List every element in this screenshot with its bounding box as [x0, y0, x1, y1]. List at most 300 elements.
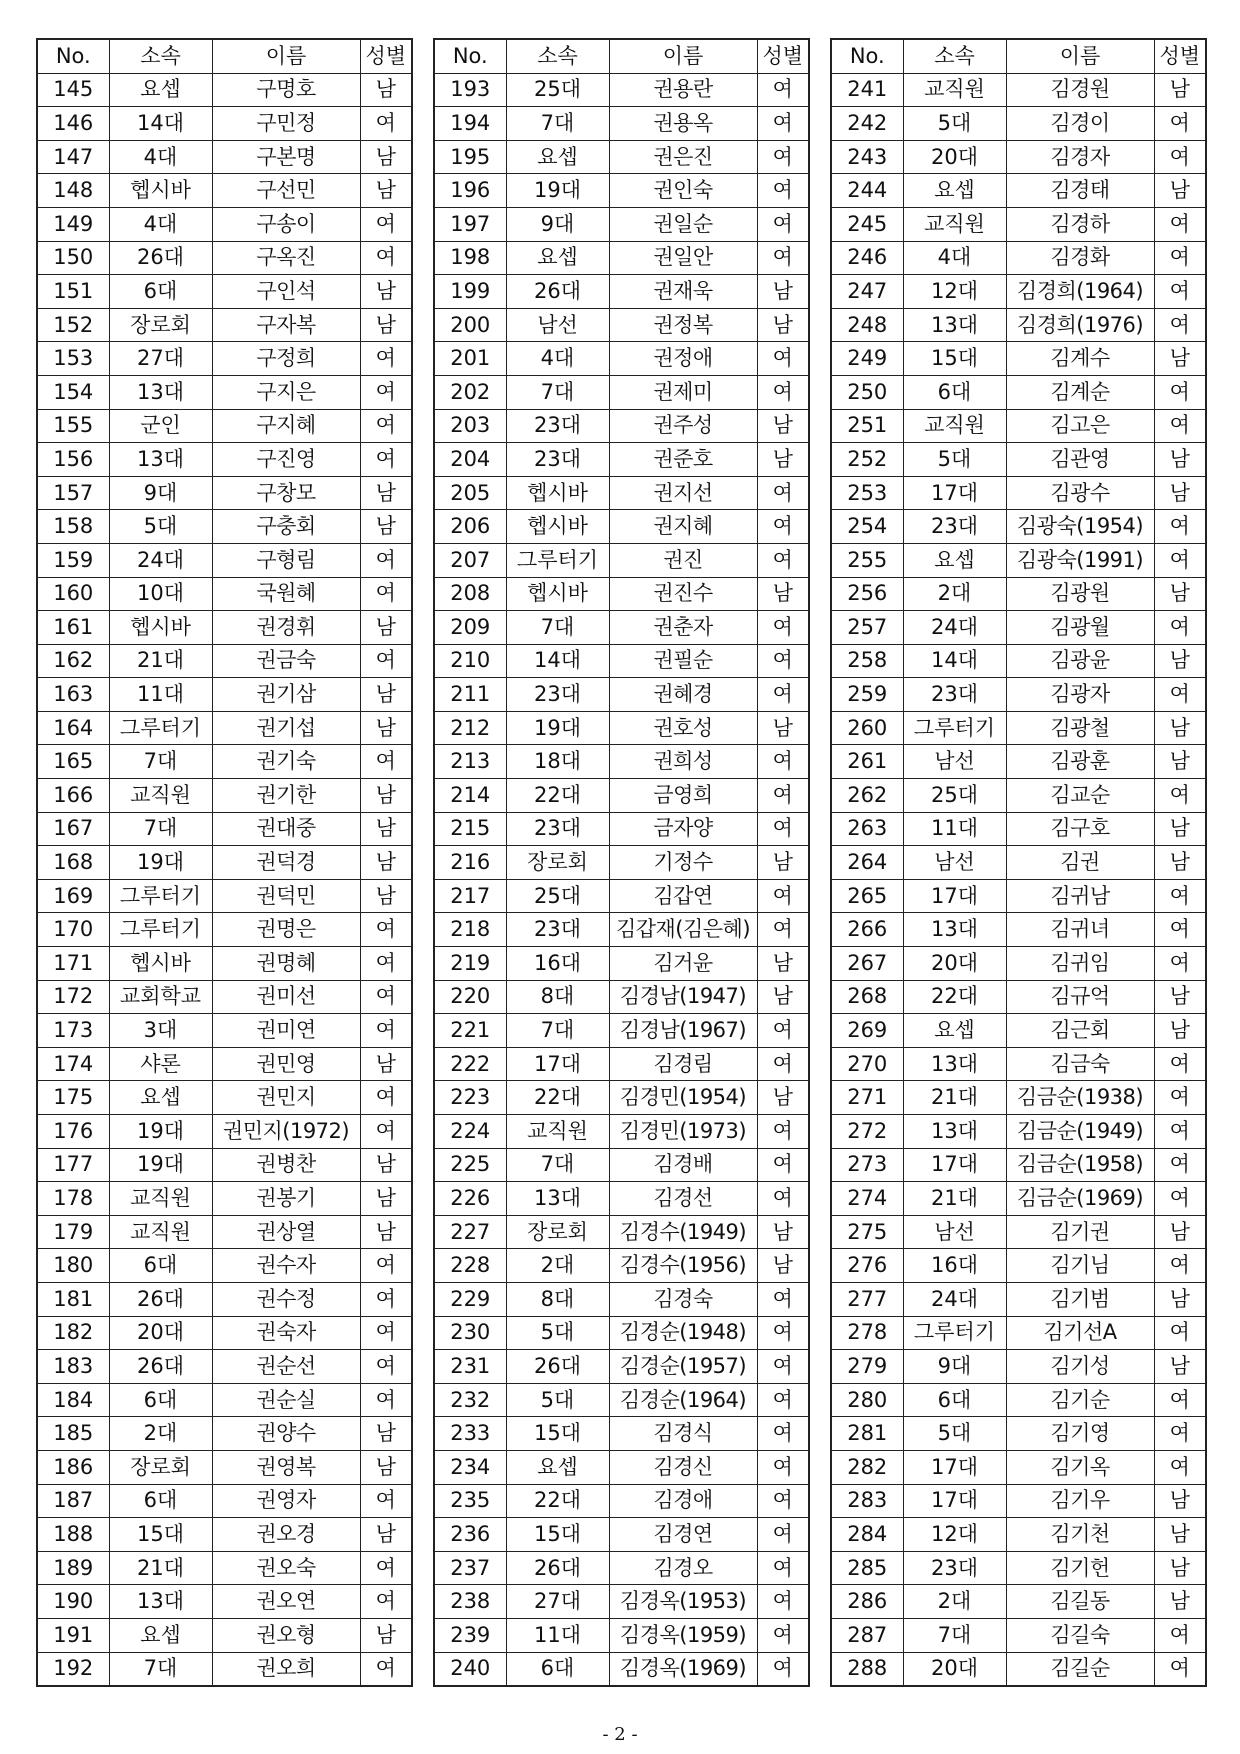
- cell-no: 239: [434, 1618, 506, 1652]
- table-row: [434, 1282, 809, 1316]
- table-row: [434, 1551, 809, 1585]
- cell-gender: 여: [360, 543, 412, 577]
- table-row: [831, 308, 1206, 342]
- cell-no: 238: [434, 1585, 506, 1619]
- table-row: [831, 241, 1206, 275]
- cell-gender: 여: [1154, 678, 1206, 712]
- cell-gender: 남: [360, 73, 412, 107]
- cell-no: 197: [434, 207, 506, 241]
- cell-gender: 여: [757, 779, 809, 813]
- cell-affiliation: 6대: [109, 275, 212, 309]
- cell-gender: 여: [757, 1182, 809, 1216]
- cell-no: 187: [37, 1484, 109, 1518]
- cell-no: 157: [37, 476, 109, 510]
- cell-name: 금자양: [609, 812, 757, 846]
- cell-affiliation: 12대: [903, 275, 1006, 309]
- cell-gender: 여: [757, 611, 809, 645]
- cell-affiliation: 남선: [506, 308, 609, 342]
- table-body: [37, 73, 412, 1686]
- cell-gender: 여: [757, 1282, 809, 1316]
- cell-no: 180: [37, 1249, 109, 1283]
- cell-affiliation: 그루터기: [903, 1316, 1006, 1350]
- cell-no: 192: [37, 1652, 109, 1686]
- cell-name: 권기삼: [212, 678, 360, 712]
- cell-name: 김갑연: [609, 879, 757, 913]
- table-row: [831, 1618, 1206, 1652]
- cell-gender: 여: [1154, 1417, 1206, 1451]
- table-row: [434, 1618, 809, 1652]
- cell-gender: 남: [757, 308, 809, 342]
- table-row: [831, 207, 1206, 241]
- cell-name: 권민지: [212, 1081, 360, 1115]
- cell-no: 195: [434, 140, 506, 174]
- cell-gender: 여: [757, 1148, 809, 1182]
- cell-no: 271: [831, 1081, 903, 1115]
- cell-no: 247: [831, 275, 903, 309]
- header-gender: 성별: [360, 39, 412, 73]
- cell-no: 277: [831, 1282, 903, 1316]
- cell-name: 김기옥: [1006, 1450, 1154, 1484]
- cell-name: 권민영: [212, 1047, 360, 1081]
- cell-name: 구형림: [212, 543, 360, 577]
- cell-affiliation: 11대: [903, 812, 1006, 846]
- cell-name: 권필순: [609, 644, 757, 678]
- cell-affiliation: 요셉: [109, 73, 212, 107]
- cell-gender: 남: [1154, 1585, 1206, 1619]
- cell-name: 김귀임: [1006, 947, 1154, 981]
- cell-name: 김근회: [1006, 1014, 1154, 1048]
- cell-gender: 여: [1154, 140, 1206, 174]
- cell-affiliation: 2대: [109, 1417, 212, 1451]
- cell-gender: 여: [757, 913, 809, 947]
- cell-gender: 여: [1154, 913, 1206, 947]
- table-row: [831, 1652, 1206, 1686]
- cell-name: 권주성: [609, 409, 757, 443]
- cell-gender: 여: [1154, 241, 1206, 275]
- cell-affiliation: 교직원: [109, 1215, 212, 1249]
- cell-affiliation: 15대: [506, 1518, 609, 1552]
- cell-no: 201: [434, 342, 506, 376]
- cell-no: 268: [831, 980, 903, 1014]
- table-row: [434, 678, 809, 712]
- cell-name: 김금순(1949): [1006, 1115, 1154, 1149]
- cell-name: 김광월: [1006, 611, 1154, 645]
- cell-name: 권용옥: [609, 107, 757, 141]
- cell-name: 구인석: [212, 275, 360, 309]
- cell-gender: 남: [1154, 174, 1206, 208]
- cell-affiliation: 요셉: [506, 140, 609, 174]
- table-row: [434, 1148, 809, 1182]
- cell-name: 국원혜: [212, 577, 360, 611]
- cell-gender: 여: [1154, 1383, 1206, 1417]
- cell-gender: 여: [360, 1081, 412, 1115]
- cell-gender: 여: [1154, 375, 1206, 409]
- cell-name: 김경하: [1006, 207, 1154, 241]
- table-row: [37, 1115, 412, 1149]
- cell-gender: 여: [360, 1585, 412, 1619]
- table-row: [831, 375, 1206, 409]
- cell-no: 199: [434, 275, 506, 309]
- cell-gender: 여: [757, 174, 809, 208]
- cell-gender: 여: [360, 241, 412, 275]
- cell-name: 김교순: [1006, 779, 1154, 813]
- cell-gender: 남: [1154, 980, 1206, 1014]
- cell-gender: 여: [757, 1551, 809, 1585]
- cell-gender: 남: [1154, 812, 1206, 846]
- table-row: [37, 375, 412, 409]
- cell-no: 191: [37, 1618, 109, 1652]
- table-row: [37, 174, 412, 208]
- cell-affiliation: 17대: [903, 476, 1006, 510]
- cell-affiliation: 요셉: [109, 1081, 212, 1115]
- header-gender: 성별: [1154, 39, 1206, 73]
- cell-name: 권용란: [609, 73, 757, 107]
- table-row: [831, 140, 1206, 174]
- cell-affiliation: 13대: [109, 1585, 212, 1619]
- table-body: [434, 73, 809, 1686]
- cell-affiliation: 13대: [903, 913, 1006, 947]
- table-row: [831, 1182, 1206, 1216]
- cell-no: 234: [434, 1450, 506, 1484]
- table-row: [37, 510, 412, 544]
- cell-affiliation: 18대: [506, 745, 609, 779]
- table-row: [434, 543, 809, 577]
- cell-name: 김기헌: [1006, 1551, 1154, 1585]
- cell-name: 김경연: [609, 1518, 757, 1552]
- cell-affiliation: 26대: [506, 1551, 609, 1585]
- cell-gender: 여: [757, 241, 809, 275]
- cell-name: 김광훈: [1006, 745, 1154, 779]
- table-row: [831, 577, 1206, 611]
- cell-affiliation: 11대: [109, 678, 212, 712]
- cell-no: 267: [831, 947, 903, 981]
- cell-no: 263: [831, 812, 903, 846]
- cell-no: 149: [37, 207, 109, 241]
- table-row: [831, 1585, 1206, 1619]
- cell-no: 181: [37, 1282, 109, 1316]
- cell-no: 273: [831, 1148, 903, 1182]
- cell-no: 175: [37, 1081, 109, 1115]
- cell-gender: 여: [757, 678, 809, 712]
- cell-no: 162: [37, 644, 109, 678]
- cell-no: 155: [37, 409, 109, 443]
- table-row: [831, 644, 1206, 678]
- cell-name: 김경희(1964): [1006, 275, 1154, 309]
- header-name: 이름: [1006, 39, 1154, 73]
- cell-gender: 여: [757, 1484, 809, 1518]
- cell-gender: 여: [1154, 1249, 1206, 1283]
- cell-name: 권인숙: [609, 174, 757, 208]
- cell-gender: 남: [360, 611, 412, 645]
- table-row: [831, 510, 1206, 544]
- cell-affiliation: 9대: [506, 207, 609, 241]
- table-row: [831, 980, 1206, 1014]
- cell-no: 222: [434, 1047, 506, 1081]
- cell-name: 김길숙: [1006, 1618, 1154, 1652]
- cell-affiliation: 23대: [903, 1551, 1006, 1585]
- cell-affiliation: 6대: [903, 1383, 1006, 1417]
- cell-no: 246: [831, 241, 903, 275]
- cell-no: 166: [37, 779, 109, 813]
- cell-no: 214: [434, 779, 506, 813]
- cell-affiliation: 22대: [506, 1484, 609, 1518]
- header-name: 이름: [212, 39, 360, 73]
- cell-no: 200: [434, 308, 506, 342]
- cell-affiliation: 헵시바: [506, 510, 609, 544]
- cell-affiliation: 헵시바: [109, 174, 212, 208]
- cell-gender: 남: [1154, 1282, 1206, 1316]
- table-row: [434, 812, 809, 846]
- cell-name: 구정희: [212, 342, 360, 376]
- cell-no: 245: [831, 207, 903, 241]
- cell-no: 150: [37, 241, 109, 275]
- cell-affiliation: 군인: [109, 409, 212, 443]
- table-row: [831, 879, 1206, 913]
- cell-affiliation: 10대: [109, 577, 212, 611]
- cell-gender: 남: [1154, 1518, 1206, 1552]
- cell-gender: 여: [757, 812, 809, 846]
- cell-affiliation: 12대: [903, 1518, 1006, 1552]
- cell-gender: 남: [1154, 644, 1206, 678]
- cell-gender: 여: [1154, 1115, 1206, 1149]
- cell-no: 227: [434, 1215, 506, 1249]
- cell-name: 김경수(1956): [609, 1249, 757, 1283]
- table-row: [37, 611, 412, 645]
- cell-affiliation: 14대: [506, 644, 609, 678]
- cell-no: 170: [37, 913, 109, 947]
- cell-name: 김금순(1969): [1006, 1182, 1154, 1216]
- cell-affiliation: 16대: [506, 947, 609, 981]
- cell-affiliation: 8대: [506, 980, 609, 1014]
- cell-gender: 남: [1154, 1484, 1206, 1518]
- cell-affiliation: 5대: [903, 443, 1006, 477]
- cell-affiliation: 장로회: [109, 1450, 212, 1484]
- cell-affiliation: 7대: [109, 812, 212, 846]
- cell-name: 권오희: [212, 1652, 360, 1686]
- cell-name: 김경숙: [609, 1282, 757, 1316]
- cell-gender: 여: [757, 207, 809, 241]
- cell-gender: 남: [757, 980, 809, 1014]
- cell-no: 223: [434, 1081, 506, 1115]
- table-row: [434, 1182, 809, 1216]
- table-row: [37, 1148, 412, 1182]
- cell-name: 권순선: [212, 1350, 360, 1384]
- cell-name: 김경태: [1006, 174, 1154, 208]
- cell-no: 235: [434, 1484, 506, 1518]
- header-no: No.: [831, 39, 903, 73]
- cell-gender: 여: [360, 577, 412, 611]
- cell-name: 권덕민: [212, 879, 360, 913]
- table-row: [434, 1585, 809, 1619]
- cell-gender: 남: [757, 1249, 809, 1283]
- cell-no: 265: [831, 879, 903, 913]
- cell-affiliation: 4대: [506, 342, 609, 376]
- header-affiliation: 소속: [109, 39, 212, 73]
- cell-gender: 남: [757, 711, 809, 745]
- cell-no: 204: [434, 443, 506, 477]
- table-row: [434, 644, 809, 678]
- table-row: [831, 913, 1206, 947]
- cell-affiliation: 17대: [903, 1484, 1006, 1518]
- table-row: [831, 1551, 1206, 1585]
- cell-gender: 여: [757, 1316, 809, 1350]
- table-row: [831, 543, 1206, 577]
- cell-name: 김고은: [1006, 409, 1154, 443]
- cell-no: 168: [37, 846, 109, 880]
- cell-name: 권대중: [212, 812, 360, 846]
- cell-affiliation: 7대: [109, 1652, 212, 1686]
- cell-name: 김거윤: [609, 947, 757, 981]
- table-row: [831, 947, 1206, 981]
- cell-no: 158: [37, 510, 109, 544]
- cell-no: 226: [434, 1182, 506, 1216]
- cell-no: 207: [434, 543, 506, 577]
- table-row: [434, 913, 809, 947]
- cell-gender: 남: [360, 711, 412, 745]
- cell-affiliation: 23대: [506, 913, 609, 947]
- cell-no: 280: [831, 1383, 903, 1417]
- table-row: [37, 275, 412, 309]
- cell-name: 김경이: [1006, 107, 1154, 141]
- cell-affiliation: 5대: [109, 510, 212, 544]
- cell-no: 219: [434, 947, 506, 981]
- table-row: [37, 1014, 412, 1048]
- cell-no: 244: [831, 174, 903, 208]
- cell-no: 229: [434, 1282, 506, 1316]
- cell-no: 232: [434, 1383, 506, 1417]
- cell-affiliation: 교직원: [903, 207, 1006, 241]
- cell-affiliation: 교직원: [506, 1115, 609, 1149]
- cell-gender: 남: [360, 1417, 412, 1451]
- cell-no: 285: [831, 1551, 903, 1585]
- cell-name: 김관영: [1006, 443, 1154, 477]
- cell-affiliation: 23대: [506, 812, 609, 846]
- table-row: [434, 1081, 809, 1115]
- page-number: - 2 -: [602, 1724, 638, 1745]
- cell-gender: 여: [360, 1551, 412, 1585]
- cell-affiliation: 22대: [506, 779, 609, 813]
- cell-no: 231: [434, 1350, 506, 1384]
- cell-affiliation: 5대: [506, 1383, 609, 1417]
- cell-affiliation: 26대: [109, 1282, 212, 1316]
- cell-no: 145: [37, 73, 109, 107]
- cell-no: 228: [434, 1249, 506, 1283]
- table-row: [831, 342, 1206, 376]
- cell-no: 218: [434, 913, 506, 947]
- cell-name: 김경민(1954): [609, 1081, 757, 1115]
- cell-gender: 여: [757, 1350, 809, 1384]
- cell-name: 권오형: [212, 1618, 360, 1652]
- cell-gender: 여: [1154, 510, 1206, 544]
- cell-affiliation: 16대: [903, 1249, 1006, 1283]
- cell-name: 김경선: [609, 1182, 757, 1216]
- table-row: [434, 577, 809, 611]
- cell-no: 251: [831, 409, 903, 443]
- cell-name: 권정애: [609, 342, 757, 376]
- table-row: [831, 1081, 1206, 1115]
- table-row: [434, 1350, 809, 1384]
- cell-name: 권상열: [212, 1215, 360, 1249]
- cell-gender: 여: [360, 745, 412, 779]
- table-row: [831, 275, 1206, 309]
- cell-affiliation: 25대: [903, 779, 1006, 813]
- table-row: [37, 1081, 412, 1115]
- cell-gender: 남: [757, 275, 809, 309]
- cell-name: 구민정: [212, 107, 360, 141]
- table-row: [434, 174, 809, 208]
- table-row: [831, 1316, 1206, 1350]
- table-row: [434, 73, 809, 107]
- table-row: [434, 107, 809, 141]
- table-row: [37, 1618, 412, 1652]
- cell-affiliation: 14대: [903, 644, 1006, 678]
- cell-affiliation: 23대: [903, 678, 1006, 712]
- cell-no: 152: [37, 308, 109, 342]
- cell-no: 174: [37, 1047, 109, 1081]
- cell-affiliation: 17대: [903, 879, 1006, 913]
- cell-no: 147: [37, 140, 109, 174]
- table-row: [37, 1585, 412, 1619]
- table-row: [37, 443, 412, 477]
- cell-gender: 남: [360, 846, 412, 880]
- table-row: [37, 1249, 412, 1283]
- cell-gender: 여: [360, 1282, 412, 1316]
- cell-affiliation: 5대: [506, 1316, 609, 1350]
- cell-name: 김금순(1938): [1006, 1081, 1154, 1115]
- cell-affiliation: 7대: [903, 1618, 1006, 1652]
- cell-no: 209: [434, 611, 506, 645]
- cell-name: 김경배: [609, 1148, 757, 1182]
- cell-name: 권일안: [609, 241, 757, 275]
- cell-name: 권봉기: [212, 1182, 360, 1216]
- cell-affiliation: 22대: [506, 1081, 609, 1115]
- cell-gender: 여: [360, 1652, 412, 1686]
- cell-gender: 남: [1154, 1350, 1206, 1384]
- roster-table-3: [830, 38, 1207, 1687]
- cell-gender: 여: [1154, 879, 1206, 913]
- cell-name: 권기한: [212, 779, 360, 813]
- table-row: [831, 409, 1206, 443]
- cell-name: 권혜경: [609, 678, 757, 712]
- header-gender: 성별: [757, 39, 809, 73]
- table-row: [434, 1417, 809, 1451]
- cell-no: 148: [37, 174, 109, 208]
- table-row: [37, 812, 412, 846]
- cell-name: 구자복: [212, 308, 360, 342]
- cell-gender: 여: [1154, 275, 1206, 309]
- cell-affiliation: 7대: [109, 745, 212, 779]
- cell-gender: 여: [1154, 947, 1206, 981]
- table-row: [831, 1249, 1206, 1283]
- cell-name: 김금숙: [1006, 1047, 1154, 1081]
- cell-no: 279: [831, 1350, 903, 1384]
- cell-gender: 남: [360, 812, 412, 846]
- cell-no: 169: [37, 879, 109, 913]
- cell-gender: 여: [360, 1014, 412, 1048]
- table-row: [434, 1383, 809, 1417]
- cell-gender: 여: [360, 913, 412, 947]
- cell-name: 구충회: [212, 510, 360, 544]
- cell-gender: 남: [1154, 342, 1206, 376]
- cell-gender: 남: [1154, 577, 1206, 611]
- cell-name: 김경신: [609, 1450, 757, 1484]
- cell-affiliation: 27대: [506, 1585, 609, 1619]
- cell-name: 구옥진: [212, 241, 360, 275]
- table-row: [37, 1383, 412, 1417]
- table-row: [37, 1350, 412, 1384]
- table-row: [434, 275, 809, 309]
- cell-gender: 여: [757, 107, 809, 141]
